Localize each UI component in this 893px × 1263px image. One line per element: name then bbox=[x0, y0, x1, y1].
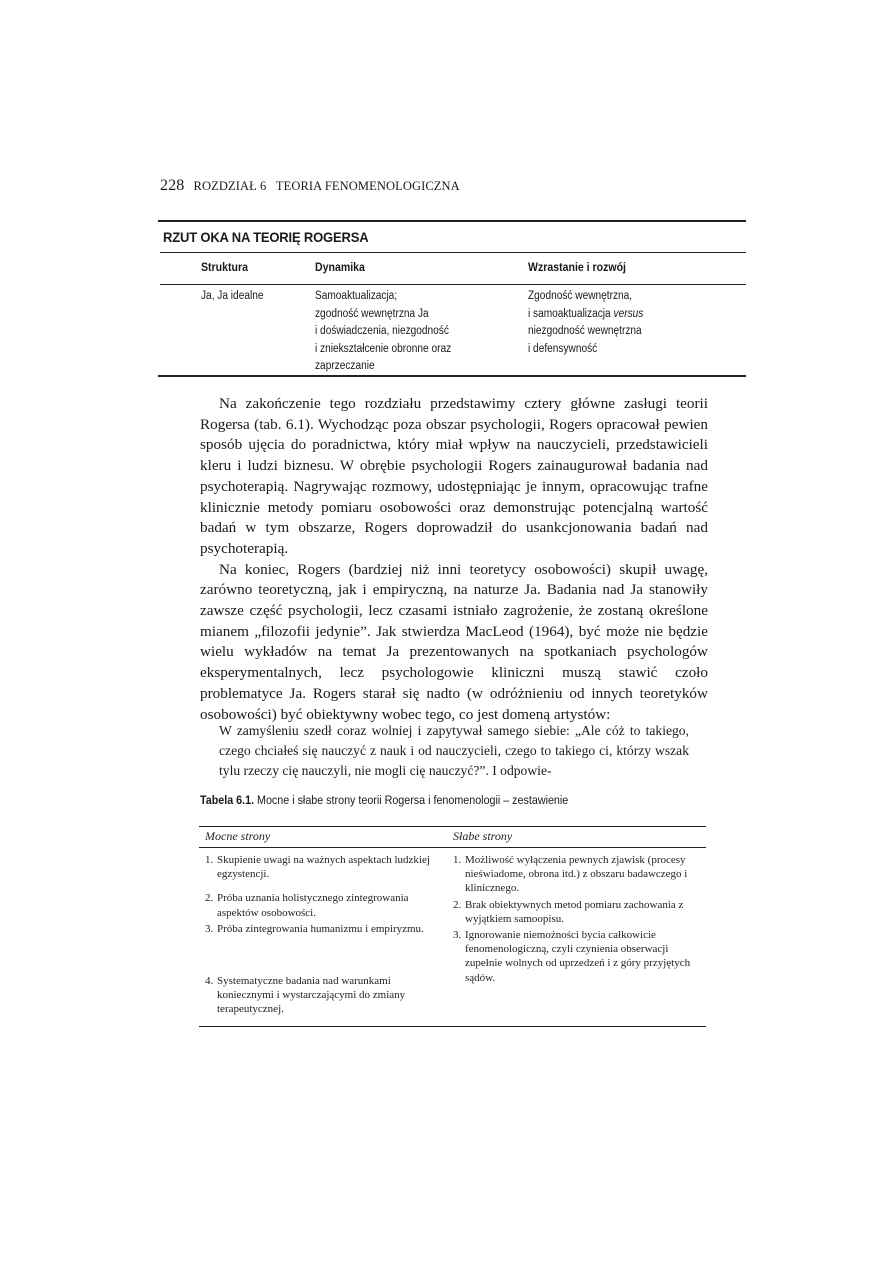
weaknesses-header-cell bbox=[453, 829, 512, 844]
strengths-header-cell bbox=[205, 829, 270, 844]
chapter-title: TEORIA FENOMENOLOGICZNA bbox=[275, 179, 460, 193]
strength-item: 2. Próba uznania holistycznego zintegrowania aspektów osobowości. bbox=[205, 892, 409, 919]
versus-italic: versus bbox=[613, 307, 644, 320]
dynamics-line: zgodność wewnętrzna Ja bbox=[315, 307, 429, 320]
box-header-rule bbox=[160, 284, 746, 285]
weaknesses-header: Słabe strony bbox=[453, 829, 513, 843]
table-label: Tabela 6.1. bbox=[200, 793, 255, 807]
growth-line: niezgodność wewnętrzna bbox=[528, 325, 642, 337]
growth-line: Zgodność wewnętrzna, bbox=[528, 290, 633, 302]
table-bottom-rule bbox=[199, 1026, 706, 1027]
paragraph: Na koniec, Rogers (bardziej niż inni teoretycy osobowości) skupił uwagę, zarówno teoretyczną, jak i empiryczną, na naturze Ja. Badania nad Ja stanowiły zawsze część psychologii, lecz czasami istniało zagrożenie, że zostaną określone mianem „filozofii jedynie”. Jak stwierdza MacLeod (1964), być może nie będzie wielu wykładów na temat Ja prezentowanych na spotkaniach psychologów eksperymentalnych, lecz psychologowie kliniczni muszą stawić czoło problematyce Ja. Rogers starał się nadto (w odróżnieniu od innych teoretyków osobowości) być obiektywny wobec tego, co jest domeną artystów: bbox=[200, 560, 708, 723]
table-caption bbox=[200, 793, 568, 807]
table-top-rule bbox=[199, 826, 706, 827]
weakness-item: 1. Możliwość wyłączenia pewnych zjawisk (procesy nieświadome, obrona itd.) z obszaru badawczego i klinicznego. bbox=[453, 854, 688, 895]
weaknesses-column bbox=[453, 853, 703, 985]
block-quote: W zamyśleniu szedł coraz wolniej i zapytywał samego siebie: „Ale cóż to takiego, czego chciałeś się nauczyć z nauk i od nauczycieli, czego to takiego ci, którzy wszak tylu rzeczy cię nauczyli, nie mogli cię nauczyć?”. I odpowie- bbox=[219, 723, 689, 778]
table-header-rule bbox=[199, 847, 706, 848]
paragraph: Na zakończenie tego rozdziału przedstawimy cztery główne zasługi teorii Rogersa (tab. 6.1). Wychodząc poza obszar psychologii, Rogers opracował pewien sposób ujęcia do poradnictwa, który miał wpływ na nauczycieli, przedstawicieli kleru i ludzi biznesu. W obrębie psychologii Rogers zainaugurował badania nad psychoterapią. Nagrywając rozmowy, udostępniając je innym, opracowując trafne klinicznie metody pomiaru osobowości oraz demonstrując potencjalną wartość badań w tym obszarze, Rogers doprowadził do usankcjonowania badań nad psychoterapią. bbox=[200, 395, 708, 557]
strength-item: 1. Skupienie uwagi na ważnych aspektach ludzkiej egzystencji. bbox=[205, 854, 430, 881]
col-header-structure: Struktura bbox=[201, 260, 248, 274]
strengths-column bbox=[205, 853, 443, 1017]
dynamics-line: zaprzeczanie bbox=[315, 360, 375, 372]
running-header bbox=[160, 177, 460, 195]
strength-item: 4. Systematyczne badania nad warunkami koniecznymi i wystarczającymi do zmiany terapeutycznej. bbox=[205, 975, 406, 1016]
box-title-rule bbox=[160, 252, 746, 253]
strength-item: 3. Próba zintegrowania humanizmu i empiryzmu. bbox=[205, 922, 424, 935]
weakness-item: 2. Brak obiektywnych metod pomiaru zachowania z wyjątkiem samoopisu. bbox=[453, 898, 684, 925]
box-bottom-rule bbox=[158, 375, 746, 377]
dynamics-line: i zniekształcenie obronne oraz bbox=[315, 342, 452, 355]
dynamics-cell bbox=[315, 288, 451, 376]
chapter-label: ROZDZIAŁ 6 bbox=[193, 179, 267, 193]
col-header-growth: Wzrastanie i rozwój bbox=[528, 260, 626, 274]
box-title: RZUT OKA NA TEORIĘ ROGERSA bbox=[163, 229, 369, 245]
growth-cell bbox=[528, 288, 643, 358]
structure-line: Ja, Ja idealne bbox=[201, 290, 264, 302]
weakness-item: 3. Ignorowanie niemożności bycia całkowicie fenomenologiczną, czyli czynienia obserwacji zupełnie wolnych od uprzedzeń i z góry przyjętych sądów. bbox=[453, 929, 691, 984]
growth-line: i samoaktualizacja versus bbox=[528, 307, 644, 320]
dynamics-line: Samoaktualizacja; bbox=[315, 290, 398, 302]
box-top-rule bbox=[158, 220, 746, 222]
growth-line: i defensywność bbox=[528, 342, 598, 355]
body-text bbox=[200, 394, 708, 725]
structure-cell bbox=[201, 288, 263, 306]
strengths-header: Mocne strony bbox=[205, 829, 271, 843]
col-header-dynamics: Dynamika bbox=[315, 260, 365, 274]
table-caption-text: Mocne i słabe strony teorii Rogersa i fenomenologii – zestawienie bbox=[257, 793, 569, 807]
dynamics-line: i doświadczenia, niezgodność bbox=[315, 325, 449, 337]
page-number: 228 bbox=[160, 177, 185, 194]
